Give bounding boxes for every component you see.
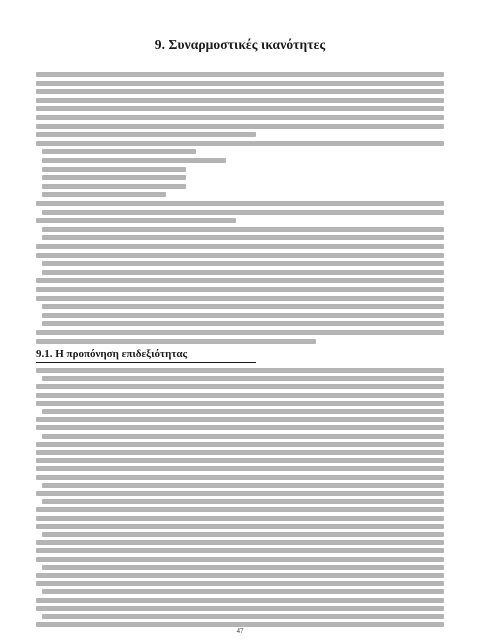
text-line-placeholder (42, 614, 444, 619)
text-line-placeholder (36, 516, 444, 521)
text-line-placeholder (36, 401, 444, 406)
text-line-placeholder (36, 98, 444, 103)
text-line-placeholder (36, 557, 444, 562)
text-line-placeholder (36, 442, 444, 447)
text-line-placeholder (36, 598, 444, 603)
text-line-placeholder (36, 81, 444, 86)
text-line-placeholder (42, 313, 444, 318)
text-line-placeholder (36, 606, 444, 611)
text-line-placeholder (42, 270, 444, 275)
text-line-placeholder (36, 330, 444, 335)
text-line-placeholder (36, 368, 444, 373)
text-line-placeholder (36, 218, 236, 223)
section-heading: 9.1. Η προπόνηση επιδεξιότητας (36, 348, 188, 360)
section-underline (36, 362, 256, 363)
text-line-placeholder (42, 167, 186, 172)
text-line-placeholder (42, 304, 444, 309)
text-line-placeholder (36, 507, 444, 512)
text-line-placeholder (36, 244, 444, 249)
text-line-placeholder (36, 573, 444, 578)
text-line-placeholder (36, 540, 444, 545)
text-line-placeholder (36, 475, 444, 480)
text-line-placeholder (36, 458, 444, 463)
page-number: 47 (236, 627, 244, 635)
text-line-placeholder (36, 450, 444, 455)
text-line-placeholder (36, 141, 444, 146)
text-line-placeholder (36, 466, 444, 471)
text-line-placeholder (42, 532, 444, 537)
text-line-placeholder (36, 106, 444, 111)
text-line-placeholder (36, 124, 444, 129)
text-line-placeholder (36, 339, 316, 344)
text-line-placeholder (36, 491, 444, 496)
text-line-placeholder (36, 393, 444, 398)
text-line-placeholder (42, 149, 196, 154)
text-line-placeholder (36, 287, 444, 292)
text-line-placeholder (42, 192, 166, 197)
text-line-placeholder (42, 589, 444, 594)
text-line-placeholder (36, 201, 444, 206)
text-line-placeholder (36, 581, 444, 586)
text-line-placeholder (36, 417, 444, 422)
text-line-placeholder (42, 175, 186, 180)
text-line-placeholder (36, 296, 444, 301)
text-line-placeholder (36, 253, 444, 258)
text-line-placeholder (36, 548, 444, 553)
text-line-placeholder (36, 89, 444, 94)
text-line-placeholder (36, 115, 444, 120)
text-line-placeholder (36, 425, 444, 430)
text-line-placeholder (36, 132, 256, 137)
chapter-title: 9. Συναρμοστικές ικανότητες (154, 37, 326, 52)
text-line-placeholder (36, 72, 444, 77)
text-line-placeholder (42, 184, 186, 189)
text-line-placeholder (36, 524, 444, 529)
text-line-placeholder (36, 278, 444, 283)
text-line-placeholder (42, 499, 444, 504)
text-line-placeholder (42, 235, 444, 240)
text-line-placeholder (42, 483, 444, 488)
text-line-placeholder (42, 227, 444, 232)
text-line-placeholder (42, 261, 444, 266)
text-line-placeholder (42, 565, 444, 570)
text-line-placeholder (42, 434, 444, 439)
text-line-placeholder (36, 384, 444, 389)
text-line-placeholder (42, 409, 444, 414)
text-line-placeholder (42, 158, 226, 163)
text-line-placeholder (42, 210, 444, 215)
text-line-placeholder (42, 321, 444, 326)
text-line-placeholder (42, 376, 444, 381)
